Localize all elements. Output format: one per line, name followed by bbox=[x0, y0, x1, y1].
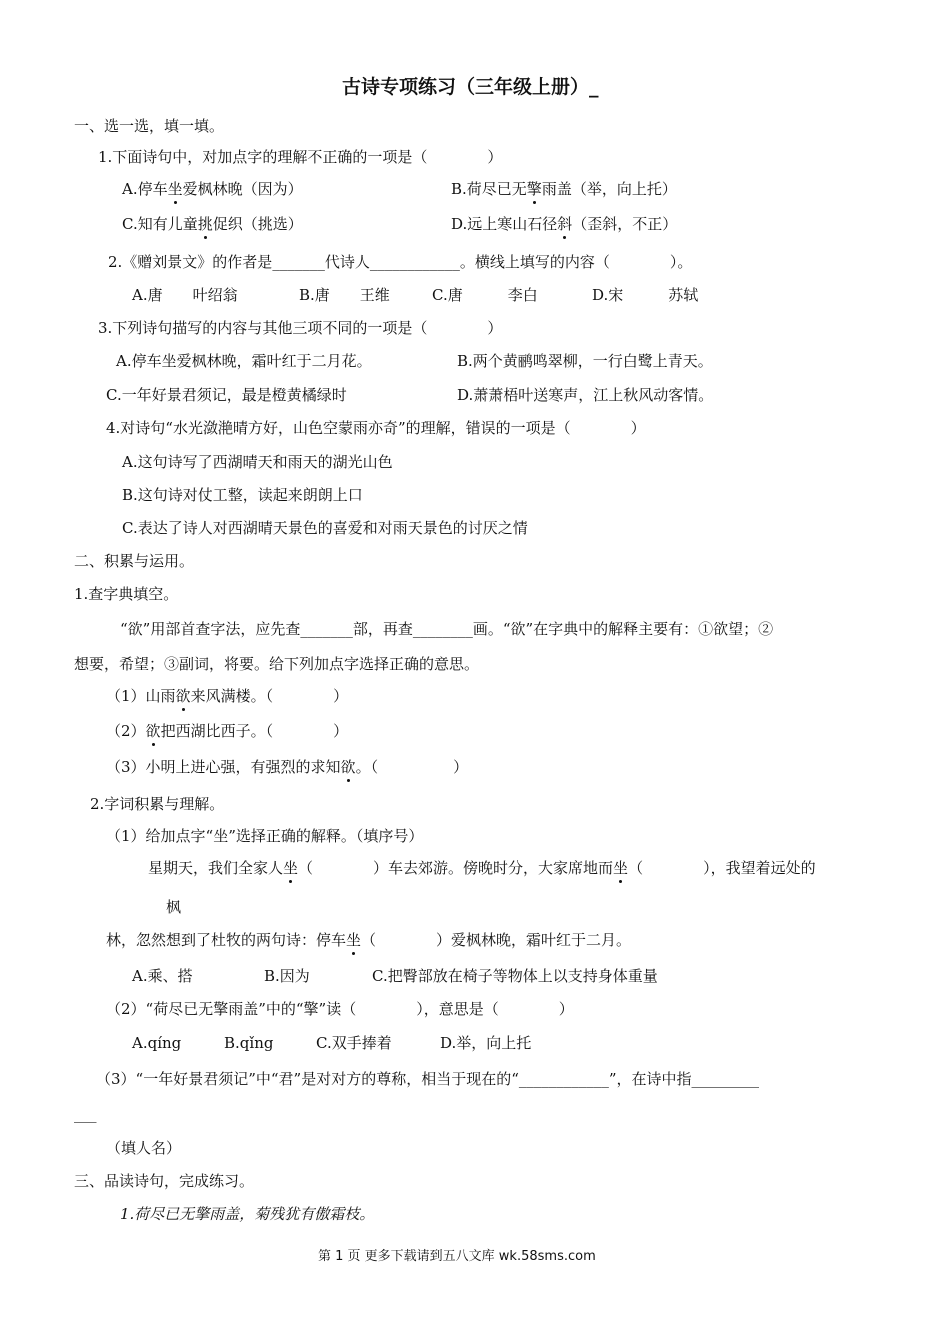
section-2-heading: 二、积累与运用。 bbox=[74, 552, 195, 570]
q2-option-d: D.宋 苏轼 bbox=[592, 286, 699, 304]
q3-option-a: A.停车坐爱枫林晚，霜叶红于二月花。 bbox=[116, 352, 372, 370]
sub-2-title: （2）“荷尽已无擎雨盖”中的“擎”读（ ），意思是（ ） bbox=[106, 1000, 574, 1018]
q4-stem: 4.对诗句“水光潋滟晴方好，山色空蒙雨亦奇”的理解，错误的一项是（ ） bbox=[106, 419, 646, 437]
q1-option-b: B.荷尽已无擎雨盖（举，向上托） bbox=[451, 180, 677, 198]
q2-option-c: C.唐 李白 bbox=[432, 286, 538, 304]
q1-option-c: C.知有儿童挑促织（挑选） bbox=[122, 215, 303, 233]
q3-option-d: D.萧萧梧叶送寒声，江上秋风动客情。 bbox=[457, 386, 714, 404]
section-1-heading: 一、选一选，填一填。 bbox=[74, 117, 225, 135]
sub-2-option-b: B.qǐng bbox=[224, 1034, 274, 1052]
q1-option-d: D.远上寒山石径斜（歪斜，不正） bbox=[451, 215, 678, 233]
sub-1-option-a: A.乘、搭 bbox=[132, 967, 193, 985]
q1-stem: 1.下面诗句中，对加点字的理解不正确的一项是（ ） bbox=[98, 148, 503, 166]
sub-1-option-b: B.因为 bbox=[264, 967, 310, 985]
sub-2-option-c: C.双手捧着 bbox=[316, 1034, 392, 1052]
sub-1-line-1: 星期天，我们全家人坐（ ）车去郊游。傍晚时分，大家席地而坐（ ），我望着远处的 bbox=[148, 859, 816, 877]
dotted-char: 坐 bbox=[613, 859, 629, 877]
part-1-item-2: （2）欲把西湖比西子。（ ） bbox=[106, 722, 349, 740]
dotted-char: 挑 bbox=[197, 215, 213, 233]
part-1-item-1: （1）山雨欲来风满楼。（ ） bbox=[106, 687, 349, 705]
page-footer: 第 1 页 更多下载请到五八文库 wk.58sms.com bbox=[318, 1249, 596, 1264]
part-1-item-3: （3）小明上进心强，有强烈的求知欲。（ ） bbox=[106, 758, 469, 776]
part-1-text-line-2: 想要，希望；③副词，将要。给下列加点字选择正确的意思。 bbox=[74, 655, 480, 673]
q2-stem: 2.《赠刘景文》的作者是_______代诗人____________。横线上填写的内容（ ）。 bbox=[108, 253, 693, 271]
dotted-char: 坐 bbox=[167, 180, 183, 198]
q2-option-b: B.唐 王维 bbox=[299, 286, 390, 304]
sub-1-line-3: 林，忽然想到了杜牧的两句诗：停车坐（ ）爱枫林晚，霜叶红于二月。 bbox=[106, 931, 632, 949]
dotted-char: 擎 bbox=[526, 180, 542, 198]
q4-option-a: A.这句诗写了西湖晴天和雨天的湖光山色 bbox=[122, 453, 393, 471]
dotted-char: 欲 bbox=[340, 758, 356, 776]
sub-1-title: （1）给加点字“坐”选择正确的解释。（填序号） bbox=[106, 827, 424, 845]
dotted-char: 欲 bbox=[145, 722, 161, 740]
dotted-char: 欲 bbox=[175, 687, 191, 705]
dotted-char: 斜 bbox=[557, 215, 573, 233]
q4-option-c: C.表达了诗人对西湖晴天景色的喜爱和对雨天景色的讨厌之情 bbox=[122, 519, 528, 537]
q1-option-a: A.停车坐爱枫林晚（因为） bbox=[122, 180, 303, 198]
page-title: 古诗专项练习（三年级上册）_ bbox=[342, 76, 599, 98]
sub-3-line-2: ___ bbox=[74, 1105, 97, 1123]
sub-2-option-a: A.qíng bbox=[132, 1034, 182, 1052]
sub-2-option-d: D.举，向上托 bbox=[440, 1034, 532, 1052]
sub-1-option-c: C.把臀部放在椅子等物体上以支持身体重量 bbox=[372, 967, 658, 985]
q3-option-b: B.两个黄鹂鸣翠柳，一行白鹭上青天。 bbox=[457, 352, 713, 370]
part-2-title: 2.字词积累与理解。 bbox=[90, 795, 225, 813]
q3-stem: 3.下列诗句描写的内容与其他三项不同的一项是（ ） bbox=[98, 319, 503, 337]
dotted-char: 坐 bbox=[283, 859, 299, 877]
sub-3-line-1: （3）“一年好景君须记”中“君”是对对方的尊称，相当于现在的“____________”，在诗中指_________ bbox=[96, 1070, 760, 1088]
dotted-char: 坐 bbox=[346, 931, 362, 949]
sub-1-line-2: 枫 bbox=[166, 898, 182, 916]
q3-option-c: C.一年好景君须记，最是橙黄橘绿时 bbox=[106, 386, 347, 404]
part-1-title: 1.查字典填空。 bbox=[74, 585, 179, 603]
q4-option-b: B.这句诗对仗工整，读起来朗朗上口 bbox=[122, 486, 363, 504]
q2-option-a: A.唐 叶绍翁 bbox=[132, 286, 238, 304]
part-1-text-line-1: “欲”用部首查字法，应先查_______部，再查________画。“欲”在字典中的解释主要有：①欲望；② bbox=[120, 620, 774, 638]
sub-3-line-3: （填人名） bbox=[106, 1139, 182, 1157]
section-3-heading: 三、品读诗句，完成练习。 bbox=[74, 1172, 255, 1190]
section-3-line-1: 1.荷尽已无擎雨盖，菊残犹有傲霜枝。 bbox=[120, 1205, 375, 1223]
